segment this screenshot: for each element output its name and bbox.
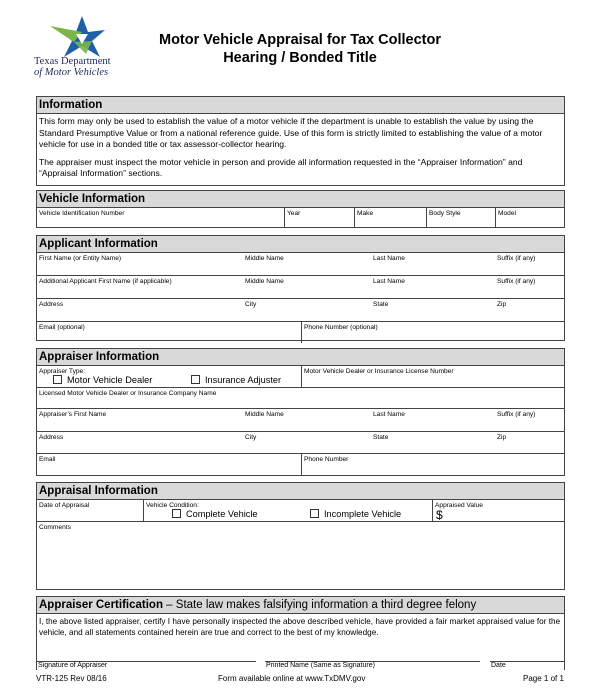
appraiser-first-name-label: Appraiser’s First Name <box>39 411 107 418</box>
additional-first-name-label: Additional Applicant First Name (if applicable) <box>39 278 172 285</box>
logo-line1: Texas Department <box>34 56 111 67</box>
appraiser-type-field <box>37 366 301 387</box>
appraised-value-field[interactable] <box>432 500 566 521</box>
appraiser-address-field[interactable] <box>37 432 566 453</box>
information-para1: This form may only be used to establish the value of a motor vehicle if the department is unable to establish the value by using the Standard Presumptive Value or from a national reference guide. Use of this form is strictly limited to establishing the value of a motor vehicle for use in a bonded title or tax assessor-collector hearing. <box>39 116 543 150</box>
appraiser-city-label: City <box>245 434 257 441</box>
company-name-label: Licensed Motor Vehicle Dealer or Insurance Company Name <box>39 390 217 397</box>
vehicle-heading: Vehicle Information <box>37 191 564 208</box>
dealer-checkbox-label: Motor Vehicle Dealer <box>67 375 153 385</box>
certification-subtitle: – State law makes falsifying information a third degree felony <box>162 599 477 611</box>
vehicle-row <box>37 208 564 228</box>
appraisal-row <box>37 500 564 522</box>
additional-applicant-row <box>37 276 564 299</box>
appraisal-date-label: Date of Appraisal <box>39 502 90 509</box>
first-name-field[interactable] <box>37 253 566 275</box>
vehicle-section <box>36 190 565 228</box>
phone-label: Phone Number (optional) <box>304 324 378 331</box>
form-id: VTR-125 Rev 08/16 <box>36 674 107 683</box>
applicant-name-row <box>37 253 564 276</box>
additional-middle-label: Middle Name <box>245 278 284 285</box>
appraisal-section <box>36 482 565 590</box>
phone-field[interactable] <box>301 322 566 343</box>
checkbox-icon <box>191 375 200 384</box>
date-label: Date <box>491 662 506 669</box>
information-section <box>36 96 565 186</box>
appraisal-date-field[interactable] <box>37 500 143 521</box>
appraiser-type-label: Appraiser Type: <box>39 368 86 375</box>
signature-label: Signature of Appraiser <box>38 662 108 669</box>
make-field[interactable] <box>354 208 426 228</box>
adjuster-checkbox[interactable] <box>191 375 281 385</box>
first-name-label: First Name (or Entity Name) <box>39 255 122 262</box>
form-title-line2: Hearing / Bonded Title <box>223 50 377 66</box>
body-style-label: Body Style <box>429 210 461 217</box>
license-number-label: Motor Vehicle Dealer or Insurance License Number <box>304 368 454 375</box>
appraiser-name-row <box>37 409 564 432</box>
appraiser-email-label: Email <box>39 456 56 463</box>
dollar-sign: $ <box>436 508 443 522</box>
incomplete-vehicle-label: Incomplete Vehicle <box>324 509 402 519</box>
vehicle-condition-label: Vehicle Condition: <box>146 502 199 509</box>
appraiser-middle-label: Middle Name <box>245 411 284 418</box>
license-number-field[interactable] <box>301 366 566 387</box>
appraiser-address-row <box>37 432 564 454</box>
body-style-field[interactable] <box>426 208 495 228</box>
printed-name-label: Printed Name (Same as Signature) <box>266 662 375 669</box>
online-link[interactable]: Form available online at www.TxDMV.gov <box>218 674 366 683</box>
email-label: Email (optional) <box>39 324 85 331</box>
additional-last-label: Last Name <box>373 278 405 285</box>
vehicle-condition-field <box>143 500 432 521</box>
company-row <box>37 388 564 409</box>
address-label: Address <box>39 301 64 308</box>
appraiser-heading: Appraiser Information <box>37 349 564 366</box>
dealer-checkbox[interactable] <box>53 375 152 385</box>
complete-vehicle-label: Complete Vehicle <box>186 509 258 519</box>
complete-vehicle-checkbox[interactable] <box>172 509 258 519</box>
appraisal-heading: Appraisal Information <box>37 483 564 500</box>
appraiser-zip-label: Zip <box>497 434 507 441</box>
comments-label: Comments <box>39 524 71 531</box>
appraised-value-label: Appraised Value <box>435 502 483 509</box>
last-name-label: Last Name <box>373 255 405 262</box>
certification-heading <box>37 597 564 614</box>
certification-title: Appraiser Certification <box>39 599 163 611</box>
applicant-contact-row <box>37 322 564 343</box>
address-field[interactable] <box>37 299 566 321</box>
vin-field[interactable] <box>37 208 284 228</box>
adjuster-checkbox-label: Insurance Adjuster <box>205 375 282 385</box>
city-label: City <box>245 301 257 308</box>
middle-name-label: Middle Name <box>245 255 284 262</box>
form-title-line1: Motor Vehicle Appraisal for Tax Collector <box>158 32 441 48</box>
checkbox-icon <box>172 509 181 518</box>
appraiser-state-label: State <box>373 434 389 441</box>
logo-line2: of Motor Vehicles <box>34 67 109 78</box>
additional-first-name-field[interactable] <box>37 276 566 298</box>
model-field[interactable] <box>495 208 566 228</box>
information-text <box>37 114 564 180</box>
company-name-field[interactable] <box>37 388 566 408</box>
state-label: State <box>373 301 389 308</box>
logo-text <box>34 56 111 78</box>
header <box>0 0 600 90</box>
suffix-label: Suffix (if any) <box>497 255 536 262</box>
checkbox-icon <box>310 509 319 518</box>
applicant-section <box>36 235 565 341</box>
year-label: Year <box>287 210 301 217</box>
model-label: Model <box>498 210 516 217</box>
incomplete-vehicle-checkbox[interactable] <box>310 509 401 519</box>
appraiser-suffix-label: Suffix (if any) <box>497 411 536 418</box>
comments-row <box>37 522 564 590</box>
make-label: Make <box>357 210 374 217</box>
appraiser-address-label: Address <box>39 434 64 441</box>
certification-text: I, the above listed appraiser, certify I have personally inspected the above described vehicle, have provided a fair market appraised value for the vehicle, and all statements contained herein are true and correct to the best of my knowledge. <box>39 617 561 637</box>
appraiser-contact-row <box>37 454 564 476</box>
appraiser-type-row <box>37 366 564 388</box>
appraiser-email-field[interactable] <box>37 454 301 476</box>
appraiser-phone-field[interactable] <box>301 454 566 476</box>
additional-suffix-label: Suffix (if any) <box>497 278 536 285</box>
email-field[interactable] <box>37 322 301 343</box>
page-number: Page 1 of 1 <box>523 674 564 683</box>
year-field[interactable] <box>284 208 354 228</box>
appraiser-first-name-field[interactable] <box>37 409 566 431</box>
appraiser-section <box>36 348 565 476</box>
comments-field[interactable] <box>37 522 566 590</box>
information-heading: Information <box>37 97 564 114</box>
checkbox-icon <box>53 375 62 384</box>
certification-section <box>36 596 565 670</box>
vin-label: Vehicle Identification Number <box>39 210 125 217</box>
zip-label: Zip <box>497 301 507 308</box>
information-para2: The appraiser must inspect the motor vehicle in person and provide all information requested in the “Appraiser Information” and “Appraisal Information” sections. <box>39 156 523 179</box>
applicant-address-row <box>37 299 564 322</box>
appraiser-last-label: Last Name <box>373 411 405 418</box>
applicant-heading: Applicant Information <box>37 236 564 253</box>
appraiser-phone-label: Phone Number <box>304 456 349 463</box>
